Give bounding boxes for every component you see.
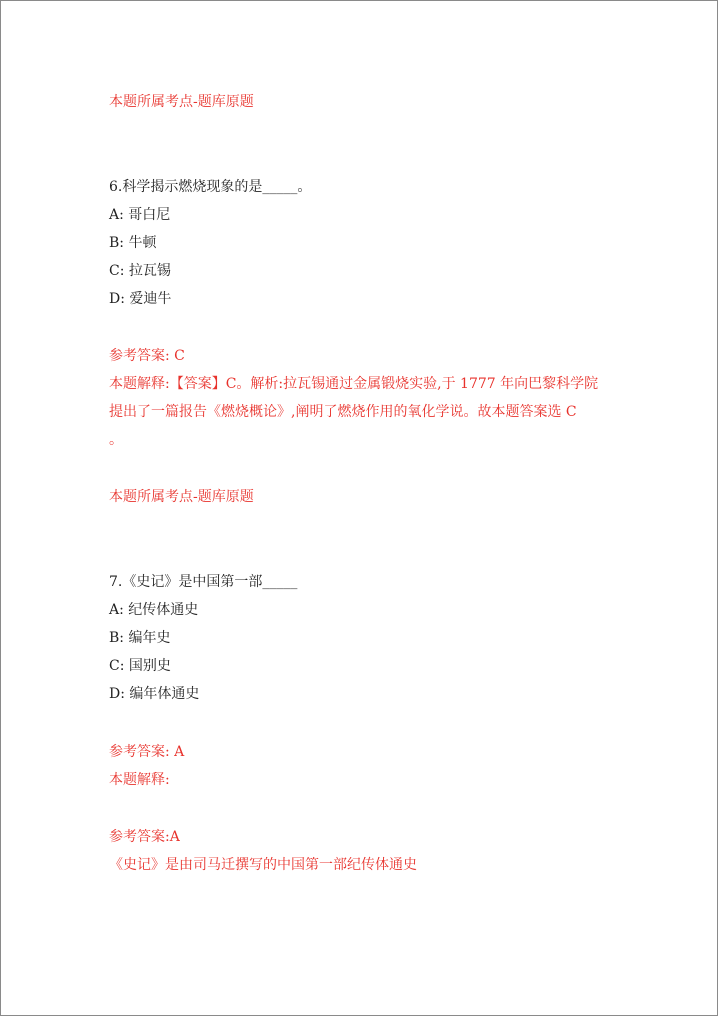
question-6-explanation-line-2: 提出了一篇报告《燃烧概论》,阐明了燃烧作用的氧化学说。故本题答案选 C	[109, 404, 577, 420]
question-6-explanation-line-1: 本题解释:【答案】C。解析:拉瓦锡通过金属锻烧实验,于 1777 年向巴黎科学院	[109, 376, 599, 392]
question-7-option-a: A: 纪传体通史	[109, 602, 199, 618]
question-6-explanation-line-3: 。	[109, 432, 123, 448]
question-7-answer: 参考答案: A	[109, 744, 185, 760]
question-7-option-c: C: 国别史	[109, 658, 171, 674]
question-7-answer-repeat: 参考答案:A	[109, 829, 180, 845]
question-7-explanation-label: 本题解释:	[109, 772, 170, 788]
question-6-stem: 6.科学揭示燃烧现象的是_____。	[109, 179, 312, 195]
question-6-option-c: C: 拉瓦锡	[109, 263, 171, 279]
question-6-topic-tag: 本题所属考点-题库原题	[109, 489, 254, 505]
question-7-note: 《史记》是由司马迁撰写的中国第一部纪传体通史	[109, 857, 417, 873]
question-6-answer: 参考答案: C	[109, 348, 185, 364]
question-6-option-d: D: 爱迪牛	[109, 291, 172, 307]
question-7-option-d: D: 编年体通史	[109, 686, 200, 702]
question-6-option-a: A: 哥白尼	[109, 207, 171, 223]
question-7-stem: 7.《史记》是中国第一部_____	[109, 574, 298, 590]
topic-tag: 本题所属考点-题库原题	[109, 94, 254, 110]
question-7-option-b: B: 编年史	[109, 630, 171, 646]
question-6-option-b: B: 牛顿	[109, 235, 157, 251]
